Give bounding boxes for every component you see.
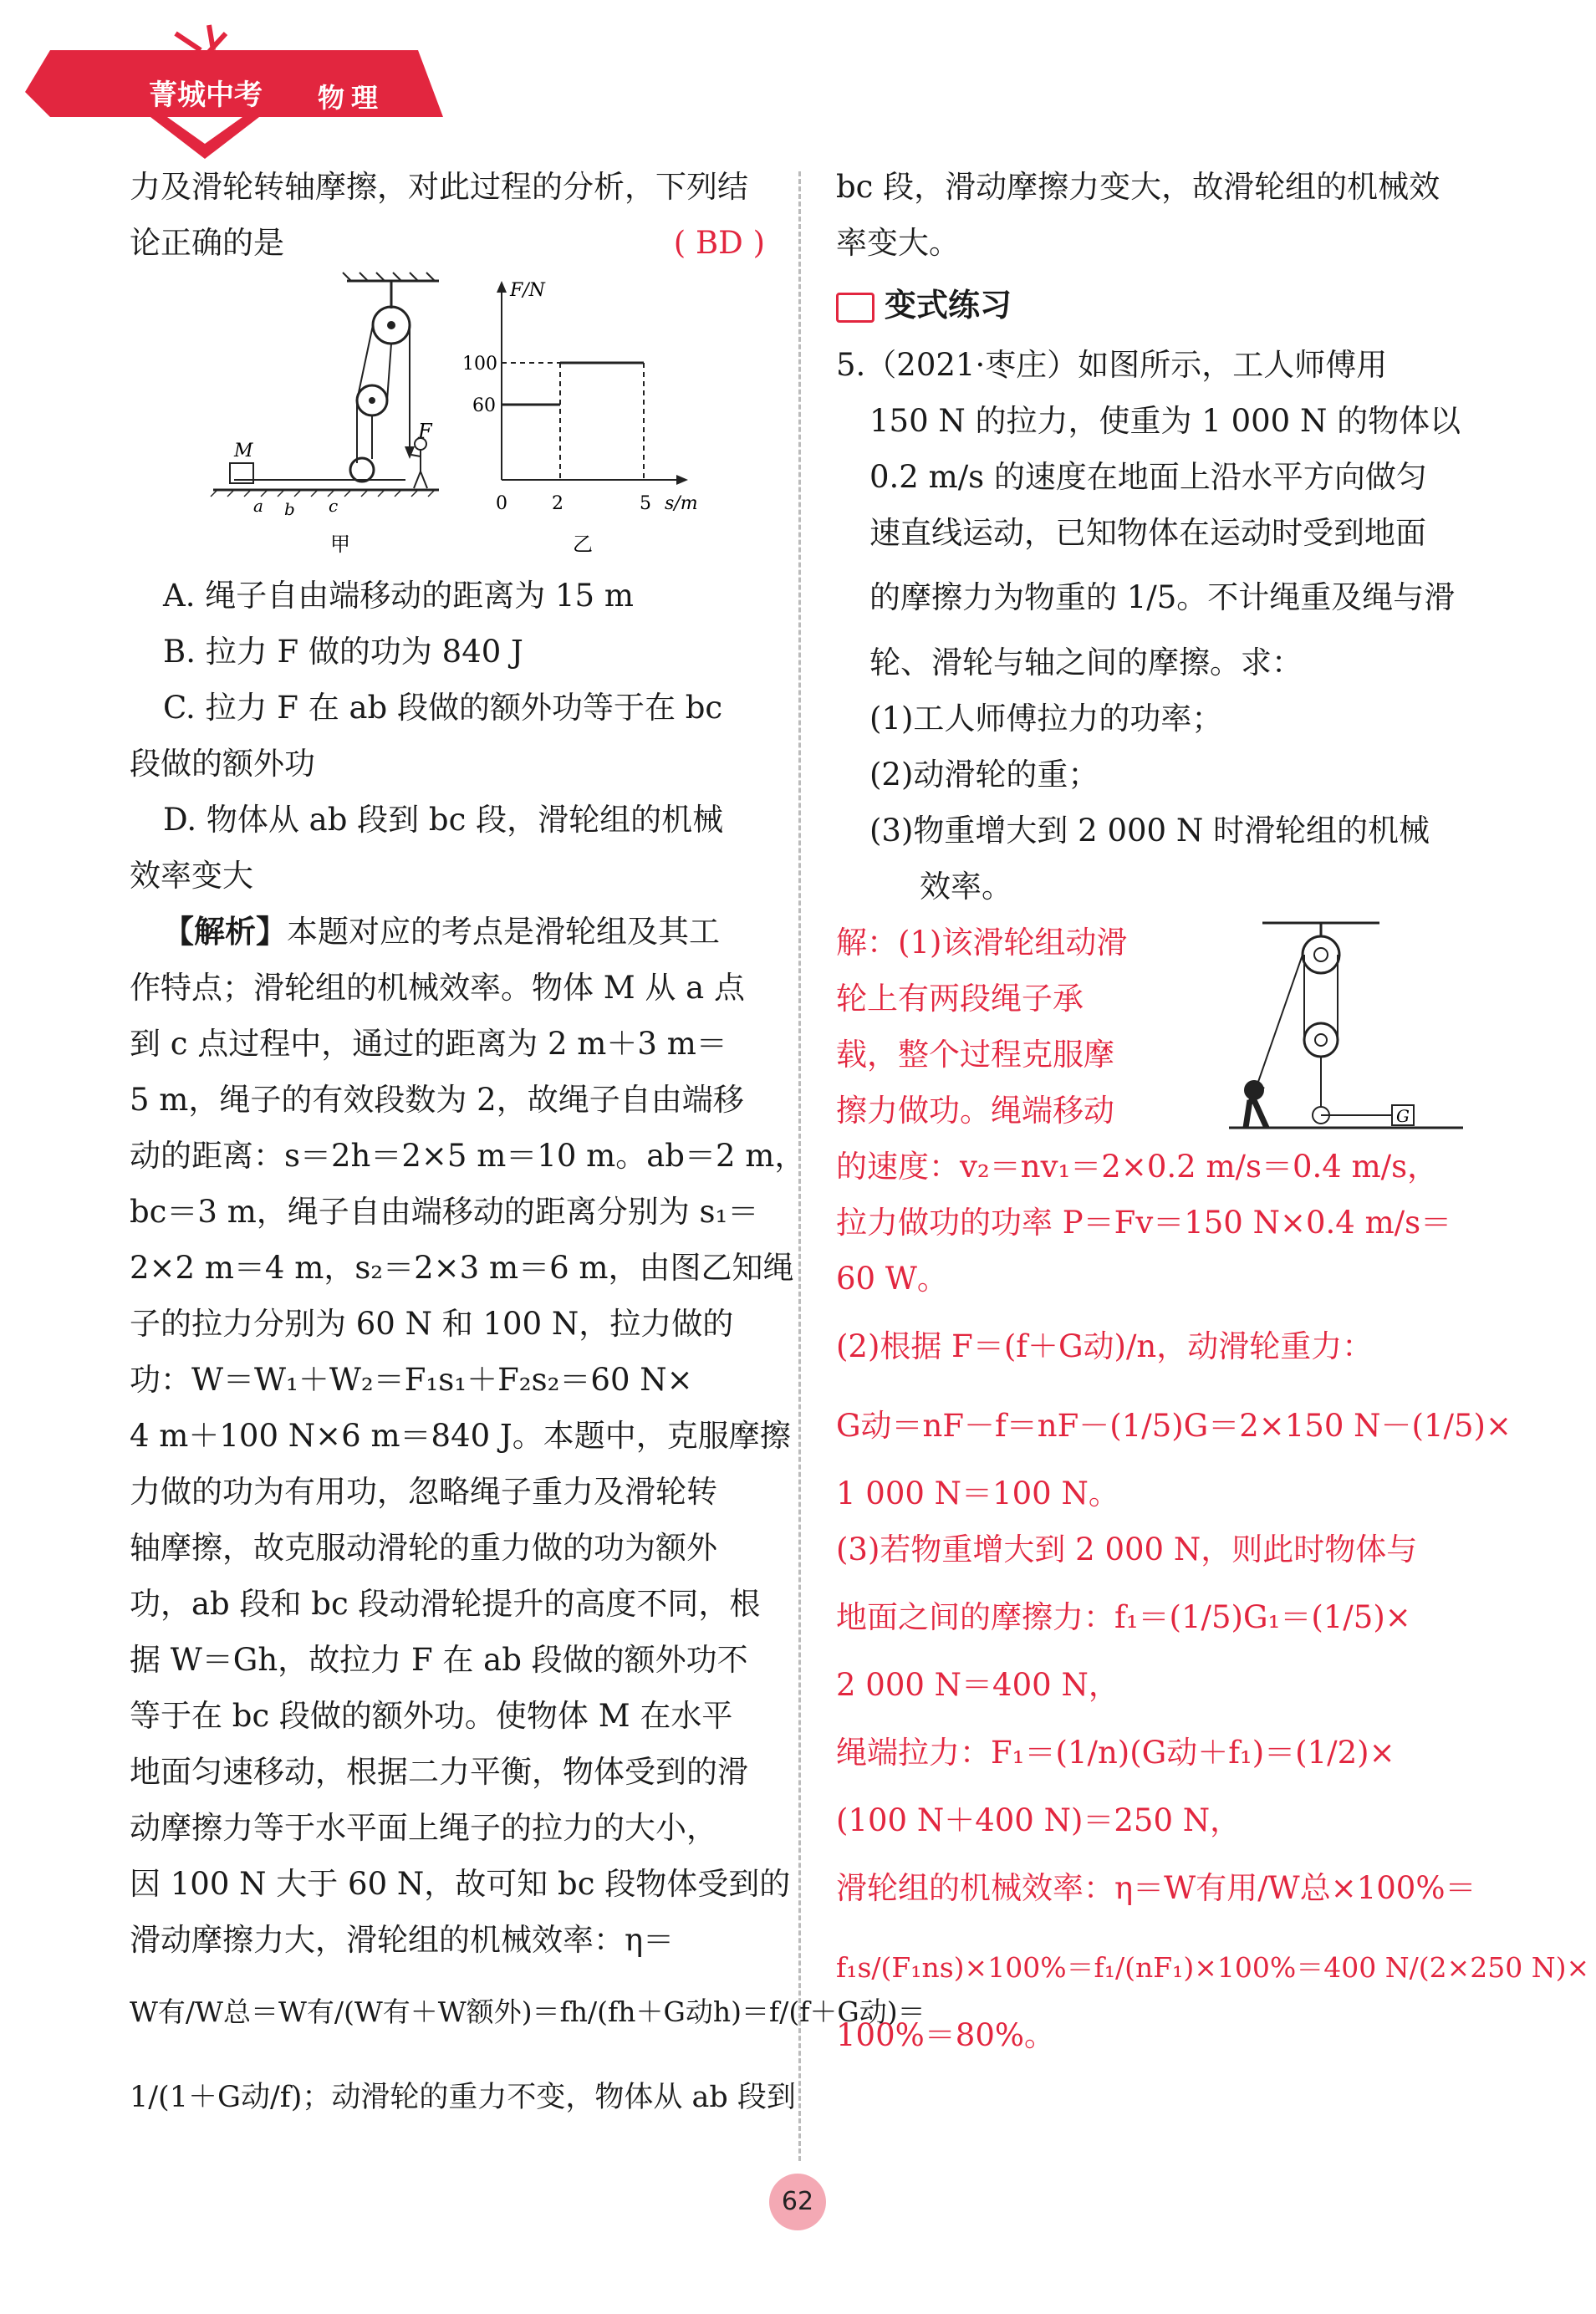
solution-block [836,915,1590,2063]
analysis-line: 滑动摩擦力大，滑轮组的机械效率：η＝ [130,1922,675,1958]
q5-line: 轮、滑轮与轴之间的摩擦。求： [869,645,1303,680]
q5-sub-3-cont: 效率。 [920,869,1012,905]
analysis-line: 动摩擦力等于水平面上绳子的拉力的大小， [130,1810,717,1846]
point-label-b: b [284,499,295,519]
analysis-line: 功，ab 段和 bc 段动滑轮提升的高度不同，根 [130,1586,761,1622]
header-brand: 菁城中考 [149,79,263,112]
q5-line: 的摩擦力为物重的 1/5。不计绳重及绳与滑 [869,579,1456,615]
analysis-line: 到 c 点过程中，通过的距离为 2 m＋3 m＝ [130,1026,727,1062]
solution-line: 60 W。 [836,1261,948,1297]
analysis-line: 动的距离：s＝2h＝2×5 m＝10 m。ab＝2 m， [130,1138,806,1174]
solution-line: 100%＝80%。 [836,2017,1056,2053]
analysis-formula: 1/(1＋G动/f)；动滑轮的重力不变，物体从 ab 段到 [130,2081,796,2114]
figure-label-yi: 乙 [573,533,593,556]
solution-line: 1 000 N＝100 N。 [836,1476,1119,1511]
solution-line: (2)根据 F＝(f＋G动)/n，动滑轮重力： [836,1328,1374,1364]
analysis-formula: W有/W总＝W有/(W有＋W额外)＝fh/(fh＋G动h)＝f/(f＋G动)＝ [130,1995,925,2028]
analysis-line: 等于在 bc 段做的额外功。使物体 M 在水平 [130,1698,733,1734]
pulley-figure-jia [130,271,765,626]
analysis-line: 因 100 N 大于 60 N，故可知 bc 段物体受到的 [130,1866,791,1902]
x-axis-label: s/m [665,493,698,514]
analysis-line: 地面匀速移动，根据二力平衡，物体受到的滑 [130,1754,748,1790]
x-tick-0: 0 [496,493,507,514]
analysis-line: 子的拉力分别为 60 N 和 100 N，拉力做的 [130,1306,734,1342]
solution-line: (100 N＋400 N)＝250 N， [836,1802,1242,1838]
question-line: 力及滑轮转轴摩擦，对此过程的分析，下列结 [130,169,748,205]
answer-choice: ( BD ) [673,225,765,261]
q5-line: 速直线运动，已知物体在运动时受到地面 [869,515,1426,551]
y-tick-60: 60 [472,395,496,416]
option-d: D. 物体从 ab 段到 bc 段，滑轮组的机械 [163,802,724,838]
header-subject: 物理 [318,82,385,114]
analysis-line: 功：W＝W₁＋W₂＝F₁s₁＋F₂s₂＝60 N× [130,1362,693,1398]
q5-sub-2: (2)动滑轮的重； [869,757,1099,793]
analysis-line: bc＝3 m，绳子自由端移动的距离分别为 s₁＝ [130,1194,759,1230]
q5-line: 0.2 m/s 的速度在地面上沿水平方向做匀 [869,459,1427,495]
x-tick-5: 5 [640,493,651,514]
page-number: 62 [769,2174,826,2230]
solution-line: G动＝nF－f＝nF－(1/5)G＝2×150 N－(1/5)× [836,1408,1512,1444]
solution-line: 拉力做功的功率 P＝Fv＝150 N×0.4 m/s＝ [836,1205,1452,1241]
analysis-line: 2×2 m＝4 m，s₂＝2×3 m＝6 m，由图乙知绳 [130,1250,794,1286]
analysis-line: 本题对应的考点是滑轮组及其工 [287,914,720,950]
solution-line: 滑轮组的机械效率：η＝W有用/W总×100%＝ [836,1870,1476,1906]
y-axis-label: F/N [510,280,545,301]
analysis-line: 据 W＝Gh，故拉力 F 在 ab 段做的额外功不 [130,1642,748,1678]
option-c-cont: 段做的额外功 [130,746,315,782]
option-d-cont: 效率变大 [130,858,253,894]
figure-area [130,271,765,626]
solution-line: f₁s/(F₁ns)×100%＝f₁/(nF₁)×100%＝400 N/(2×250 N)× [836,1951,1590,1984]
solution-line: (3)若物重增大到 2 000 N，则此时物体与 [836,1532,1418,1567]
solution-line: 的速度：v₂＝nv₁＝2×0.2 m/s＝0.4 m/s， [836,1149,1439,1185]
option-a: A. 绳子自由端移动的距离为 15 m [163,578,634,614]
analysis-tag: 【解析】 [163,913,287,950]
point-label-c: c [329,496,339,516]
force-label: F [418,420,432,443]
q5-sub-1: (1)工人师傅拉力的功率； [869,701,1223,737]
question-line: 论正确的是 [130,225,284,261]
point-label-a: a [253,496,263,516]
force-distance-graph [462,280,698,556]
y-tick-100: 100 [462,354,497,375]
x-tick-2: 2 [552,493,563,514]
book-icon [836,293,874,323]
analysis-line: 4 m＋100 N×6 m＝840 J。本题中，克服摩擦 [130,1418,791,1454]
option-b: B. 拉力 F 做的功为 840 J [163,634,523,670]
continued-line: bc 段，滑动摩擦力变大，故滑轮组的机械效 [836,169,1440,205]
figure-label-jia: 甲 [330,533,350,556]
analysis-line: 作特点；滑轮组的机械效率。物体 M 从 a 点 [130,970,745,1006]
continued-line: 率变大。 [836,225,960,261]
worker-pulley-figure [1221,915,1471,1140]
q5-line: 5.（2021·枣庄）如图所示，工人师傅用 [836,347,1388,383]
weight-label: G [1396,1106,1410,1126]
point-label-M: M [234,441,253,461]
analysis-line: 轴摩擦，故克服动滑轮的重力做的功为额外 [130,1530,717,1566]
solution-line: 地面之间的摩擦力：f₁＝(1/5)G₁＝(1/5)× [836,1599,1411,1635]
solution-line: 2 000 N＝400 N， [836,1667,1119,1703]
option-c: C. 拉力 F 在 ab 段做的额外功等于在 bc [163,690,723,726]
solution-line: 载，整个过程克服摩 [836,1037,1114,1073]
analysis-line: 5 m，绳子的有效段数为 2，故绳子自由端移 [130,1082,744,1118]
q5-line: 150 N 的拉力，使重为 1 000 N 的物体以 [869,403,1461,439]
solution-line: 解：(1)该滑轮组动滑 [836,925,1128,961]
q5-sub-3: (3)物重增大到 2 000 N 时滑轮组的机械 [869,813,1430,849]
analysis-line: 力做的功为有用功，忽略绳子重力及滑轮转 [130,1474,717,1510]
right-column [836,159,1590,2063]
solution-line: 轮上有两段绳子承 [836,981,1084,1017]
solution-line: 擦力做功。绳端移动 [836,1093,1114,1129]
section-title: 变式练习 [885,287,1012,324]
solution-line: 绳端拉力：F₁＝(1/n)(G动＋f₁)＝(1/2)× [836,1735,1395,1771]
